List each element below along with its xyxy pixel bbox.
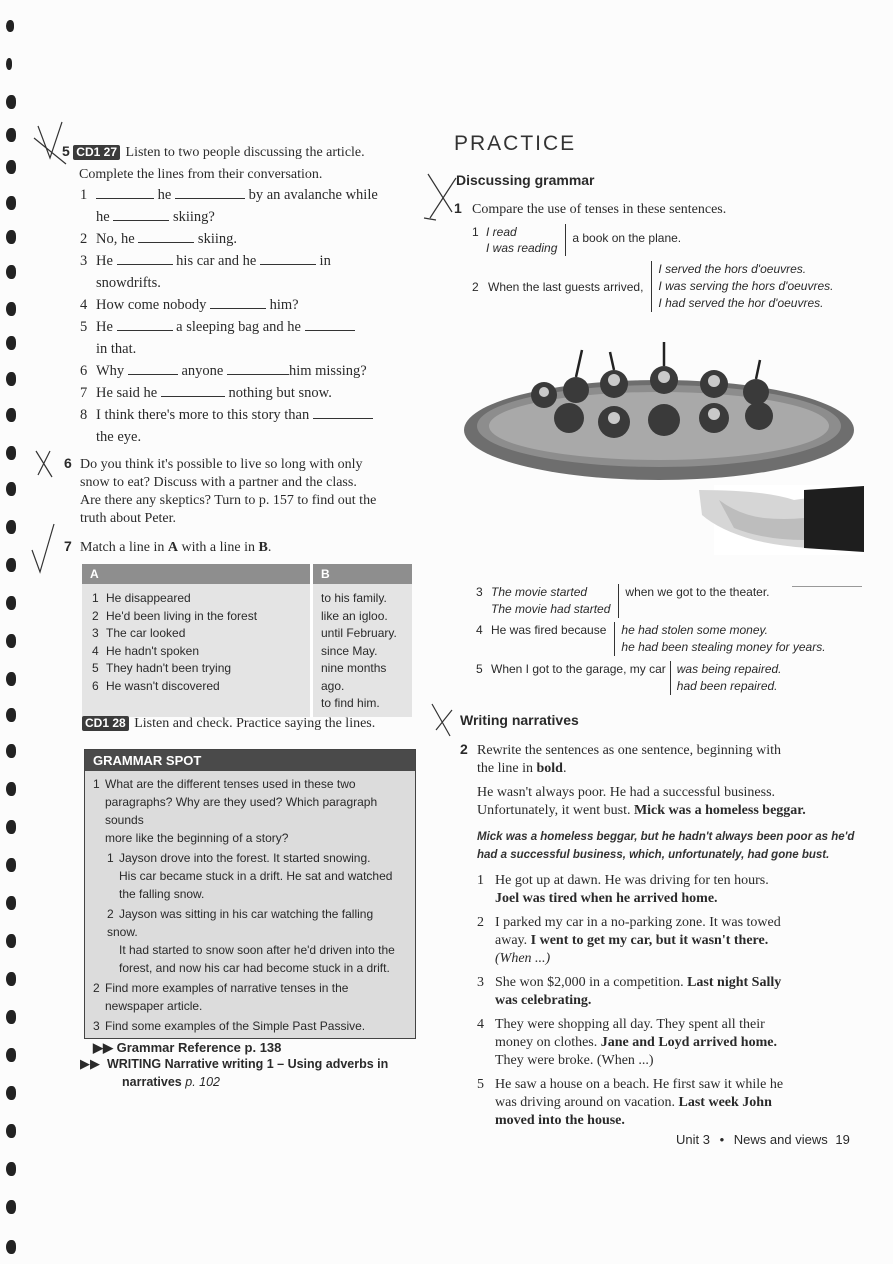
list-item: 7 He said he nothing but snow.	[80, 385, 332, 401]
list-item: 2 No, he skiing.	[80, 231, 237, 247]
text-line: truth about Peter.	[80, 511, 177, 526]
pen-cross-mark	[30, 445, 60, 485]
table-cell: to his family.	[321, 591, 387, 605]
list-item: 3 He his car and he in	[80, 253, 331, 269]
list-item: he skiing?	[96, 209, 215, 225]
waiter-tray-illustration	[464, 340, 864, 575]
column-b	[312, 584, 413, 717]
table-cell: to find him.	[321, 696, 380, 710]
practice-heading: PRACTICE	[454, 132, 577, 155]
writing-narratives-heading: Writing narratives	[460, 712, 579, 728]
question-line: newspaper article.	[105, 999, 203, 1013]
exercise-number: 7	[64, 538, 72, 554]
cd-badge: CD1 28	[82, 716, 129, 731]
page-number: 19	[835, 1132, 850, 1147]
text-line: Are there any skeptics? Turn to p. 157 to find out the	[80, 493, 377, 508]
paragraph-2: 2 Jayson was sitting in his car watching the falling snow. It had started to snow soon after he'd driven into the forest, and now his car had become stuck in a drift.	[107, 907, 395, 975]
table-row: 4 He hadn't spoken	[92, 643, 200, 658]
pen-check-mark	[28, 520, 68, 580]
writing-reference: ▶▶ WRITING Narrative writing 1 – Using adverbs in narratives p. 102	[80, 1056, 389, 1089]
list-item: 2 I parked my car in a no-parking zone. It was towed away. I went to get my car, but it wasn't there. (When ...)	[477, 915, 781, 966]
sentence-5: 5 When I got to the garage, my car was being repaired. had been repaired.	[476, 662, 782, 693]
table-row: 1 He disappeared	[92, 591, 191, 605]
grammar-reference-link[interactable]: ▶▶ Grammar Reference p. 138	[93, 1040, 282, 1055]
table-cell: until February.	[321, 626, 397, 640]
column-b-header: B	[312, 564, 413, 584]
instruction: Complete the lines from their conversation.	[79, 167, 323, 182]
instruction: 1 Compare the use of tenses in these sentences.	[454, 200, 727, 217]
listen-and-check: CD1 28 Listen and check. Practice saying the lines.	[82, 716, 375, 732]
discussing-grammar-heading: Discussing grammar	[456, 172, 595, 188]
table-cell: nine months ago.	[321, 661, 387, 693]
exercise-number: 6	[64, 455, 72, 471]
question-line: paragraphs? Why are they used? Which paragraph sounds	[105, 795, 378, 827]
list-item: 3 She won $2,000 in a competition. Last night Sally was celebrating.	[477, 975, 782, 1008]
list-item: 1 He got up at dawn. He was driving for ten hours. Joel was tired when he arrived home.	[477, 873, 769, 906]
instruction: Listen to two people discussing the article.	[125, 145, 365, 160]
section-label: News and views	[733, 1132, 828, 1147]
exercise-5	[62, 140, 412, 186]
table-row: 6 He wasn't discovered	[92, 678, 220, 693]
text-line: snow to eat? Discuss with a partner and the class.	[80, 475, 357, 490]
page-footer: Unit 3 • News and views 19	[676, 1132, 850, 1147]
cd-badge: CD1 27	[73, 145, 120, 160]
exercise-7: 7 Match a line in A with a line in B.	[64, 538, 272, 555]
table-cell: like an igloo.	[321, 608, 388, 623]
pen-cross-mark	[428, 700, 462, 740]
question: 2 Find more examples of narrative tenses in the	[93, 981, 349, 995]
table-row: 3 The car looked	[92, 626, 186, 640]
match-table	[82, 564, 412, 717]
narratives-example-answer: Mick was a homeless beggar, but he hadn't always been poor as he'd had a successful business, which, unfortunately, had gone bust.	[477, 831, 855, 861]
list-item: 6 Why anyone him missing?	[80, 363, 367, 379]
paragraph-1: 1 Jayson drove into the forest. It started snowing. His car became stuck in a drift. He sat and watched the falling snow.	[107, 851, 393, 901]
list-item: the eye.	[96, 429, 142, 445]
grammar-spot-title: GRAMMAR SPOT	[85, 750, 415, 771]
unit-label: Unit 3	[676, 1132, 710, 1147]
divider	[792, 586, 862, 587]
list-item: 5 He a sleeping bag and he	[80, 316, 410, 338]
narratives-instruction: 2 Rewrite the sentences as one sentence, beginning with the line in bold.	[460, 741, 782, 776]
text-line: Do you think it's possible to live so long with only	[80, 457, 363, 472]
list-item: 1 he by an avalanche while	[80, 187, 378, 203]
exercise-number: 5	[62, 143, 70, 159]
list-item: snowdrifts.	[96, 275, 161, 291]
grammar-spot-box	[84, 749, 416, 1055]
sentence-4: 4 He was fired because he had stolen some money. he had been stealing money for years.	[476, 623, 826, 654]
list-item: 4 How come nobody him?	[80, 297, 299, 313]
binder-holes	[6, 20, 22, 1260]
exercise-6	[64, 454, 414, 528]
exercise-5-lines	[80, 184, 410, 448]
question: 1 What are the different tenses used in these two	[93, 777, 356, 791]
sentence-1: 1 I read I was reading a book on the plane.	[472, 225, 682, 255]
narratives-items	[477, 872, 857, 1130]
table-row: 5 They hadn't been trying	[92, 661, 232, 675]
narratives-example: He wasn't always poor. He had a successful business. Unfortunately, it went bust. Mick was a homeless beggar.	[477, 785, 806, 818]
list-item: in that.	[96, 341, 137, 357]
list-item: 4 They were shopping all day. They spent all their money on clothes. Jane and Loyd arrived home. They were broke. (When ...)	[477, 1017, 777, 1068]
question-line: more like the beginning of a story?	[105, 831, 289, 845]
question: 3 Find some examples of the Simple Past Passive.	[93, 1019, 366, 1033]
table-row: 2 He'd been living in the forest	[92, 608, 258, 623]
table-cell: since May.	[321, 643, 378, 658]
column-a-header: A	[82, 564, 312, 584]
sentence-3: 3 The movie started The movie had started when we got to the theater.	[476, 585, 770, 616]
double-arrow-icon: ▶▶	[93, 1040, 113, 1055]
list-item: 8 I think there's more to this story than	[80, 404, 410, 426]
double-arrow-icon: ▶▶	[80, 1056, 100, 1071]
list-item: 5 He saw a house on a beach. He first saw it while he was driving around on vacation. Last week John moved into the house.	[477, 1077, 784, 1128]
sentence-2: 2 When the last guests arrived, I served the hors d'oeuvres. I was serving the hors d'oeuvres. I had served the hor d'oeuvres.	[472, 262, 834, 310]
column-a	[82, 584, 312, 717]
